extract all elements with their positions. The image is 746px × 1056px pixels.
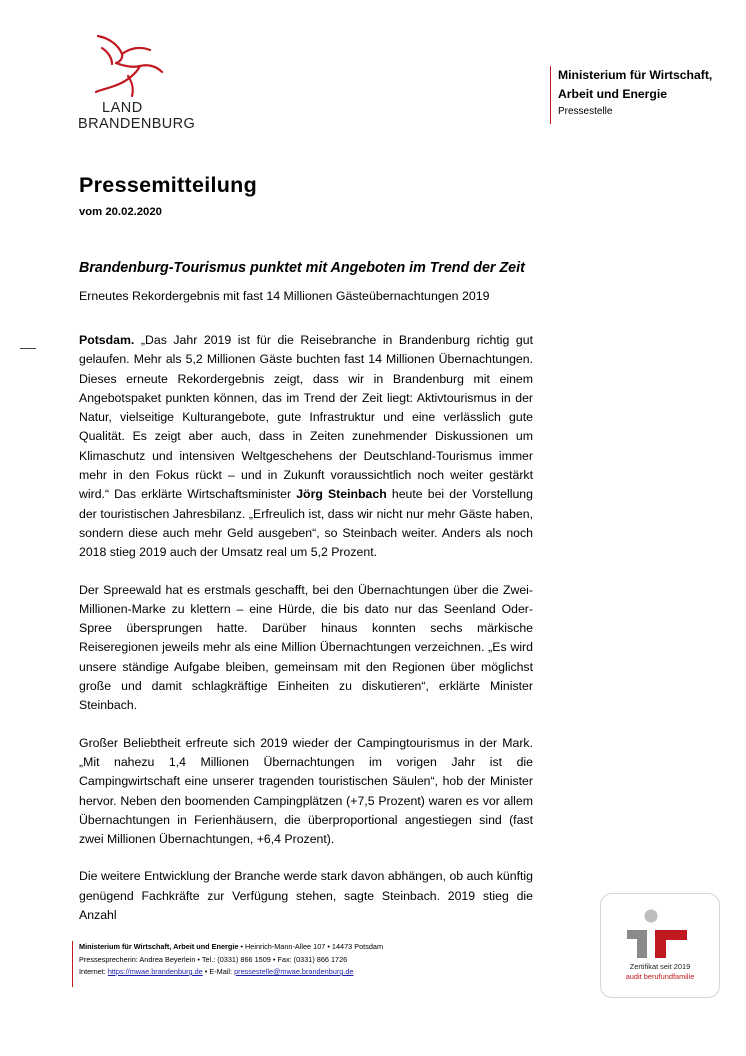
email-label: • E-Mail: [202, 967, 235, 976]
release-date: vom 20.02.2020 [79, 206, 162, 218]
paragraph-3: Großer Beliebtheit erfreute sich 2019 wieder der Campingtourismus in der Mark. „Mit nahezu 1,4 Millionen Übernachtungen im vorigen Jahr ist die Campingwirtschaft eine unserer tragenden touristischen Säulen“, hob der Minister hervor. Neben den boomenden Campingplätzen (+7,5 Prozent) waren es vor allem Übernachtungen in Ferienhäusern, die überproportional angestiegen sind (fast zwei Millionen Übernachtungen, +6,4 Prozent). [79, 735, 533, 847]
headline: Brandenburg-Tourismus punktet mit Angeboten im Trend der Zeit [79, 260, 525, 276]
press-release-body [79, 331, 533, 943]
paragraph-2: Der Spreewald hat es erstmals geschafft, bei den Übernachtungen über die Zwei-Millionen-Marke zu klettern – eine Hürde, die bis dato nur das Seenland Oder-Spree übersprungen hatte. Darüber hinaus konnten sechs märkische Reiseregionen jeweils mehr als eine Million Übernachtungen verzeichnen. „Es wird unsere ständige Aufgabe bleiben, gemeinsam mit den Regionen über möglichst große und damit schlagkräftige Einheiten zu diskutieren“, erklärte Minister Steinbach. [79, 582, 533, 713]
footer-press-contact: Pressesprecherin: Andrea Beyerlein • Tel.: (0331) 866 1509 • Fax: (0331) 866 1726 [79, 954, 348, 964]
footer-address: • Heinrich-Mann-Allee 107 • 14473 Potsdam [238, 942, 384, 951]
website-link[interactable]: https://mwae.brandenburg.de [107, 967, 203, 976]
berufundfamilie-logo-icon [625, 908, 695, 958]
dateline: Potsdam. [79, 333, 135, 347]
footer-contact [72, 941, 469, 987]
email-link[interactable]: pressestelle@mwae.brandenburg.de [234, 967, 354, 976]
red-eagle-icon [92, 32, 167, 100]
paragraph-1 [79, 331, 533, 563]
audit-certificate-badge [600, 893, 720, 998]
logo-text-brandenburg: BRANDENBURG [78, 116, 196, 132]
ministry-name: Ministerium für Wirtschaft, Arbeit und Energie [558, 68, 713, 101]
footer-web-line [79, 966, 469, 979]
paragraph-1-text-b: heute bei der Vorstellung der touristischen Jahresbilanz. „Erfreulich ist, dass wir nicht nur mehr Gäste haben, sondern diese auch mehr Geld ausgeben“, so Steinbach weiter. Anders als noch 2018 stieg 2019 auch der Umsatz real um 5,2 Prozent. [79, 487, 533, 560]
logo-text-land: LAND [102, 100, 143, 116]
footer-address-line [79, 941, 469, 954]
certificate-since: Zertifikat seit 2019 [629, 962, 691, 971]
person-name: Jörg Steinbach [296, 487, 387, 502]
footer-org: Ministerium für Wirtschaft, Arbeit und Energie [79, 942, 239, 951]
certificate-name: audit berufundfamilie [625, 972, 695, 981]
paragraph-1-text-a: „Das Jahr 2019 ist für die Reisebranche in Brandenburg richtig gut gelaufen. Mehr als 5,2 Millionen Gäste buchten fast 14 Millionen Übernachtungen. Dieses erneute Rekordergebnis zeigt, dass wir in Brandenburg mit einem Angebotspaket punkten können, das im Trend der Zeit liegt: Aktivtourismus in der Natur, vielseitige Kulturangebote, gute Infrastruktur und eine verlässlich gute Qualität. Es zeigt aber auch, dass in Zeiten zunehmender Diskussionen um Klimaschutz und intensiven Weltgeschehens der Deutschland-Tourismus immer mehr in den Fokus rückt – und in Zukunft voraussichtlich noch weiter gestärkt wird.“ Das erklärte Wirtschaftsminister [79, 333, 533, 502]
paragraph-4: Die weitere Entwicklung der Branche werde stark davon abhängen, ob auch künftig genügend Fachkräfte zur Verfügung stehen, sagte Steinbach. 2019 stieg die Anzahl [79, 869, 533, 923]
page-title: Pressemitteilung [79, 173, 258, 197]
subheadline: Erneutes Rekordergebnis mit fast 14 Millionen Gästeübernachtungen 2019 [79, 289, 490, 303]
department-label: Pressestelle [558, 106, 613, 117]
land-brandenburg-logo [78, 32, 208, 137]
fold-mark [20, 348, 36, 349]
internet-label: Internet: [79, 967, 108, 976]
ministry-header [550, 66, 746, 124]
